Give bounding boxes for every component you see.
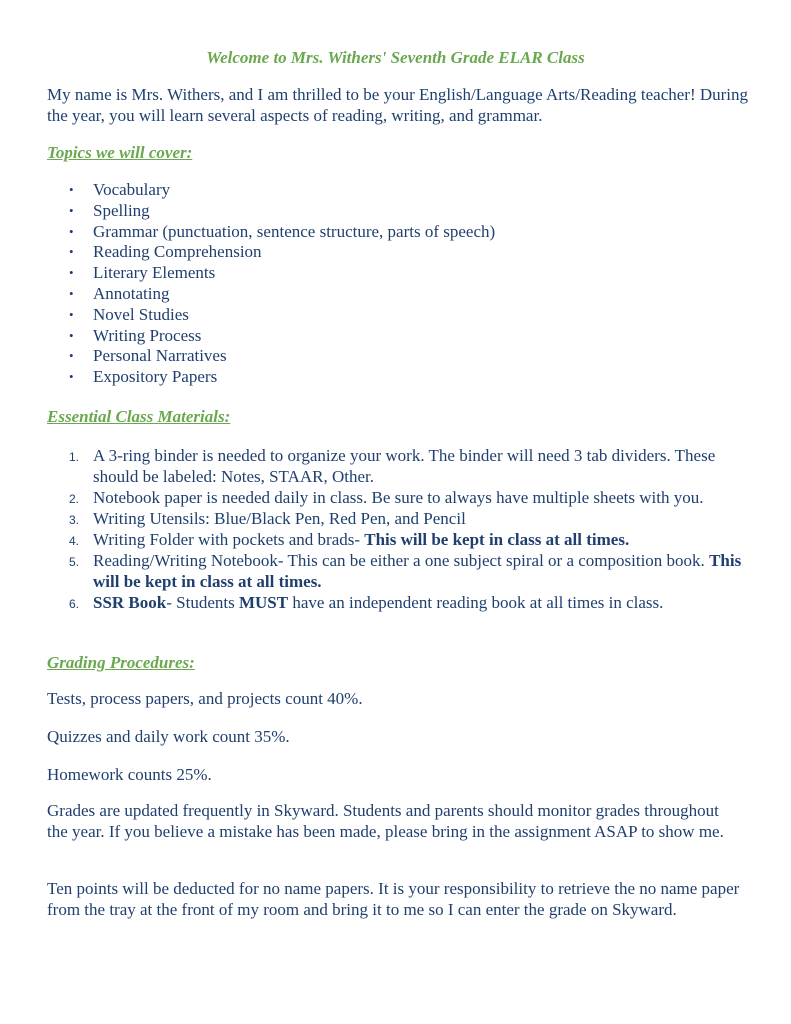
list-item: • Personal Narratives [69,346,227,366]
materials-list [47,445,747,613]
bullet-icon: • [69,182,74,197]
list-item: • Annotating [69,283,170,303]
topics-list [47,180,495,388]
list-item: • Literary Elements [69,263,216,283]
list-item: 5. Reading/Writing Notebook- This can be either a one subject spiral or a composition book. This will be kept in class at all times. [69,551,742,591]
bullet-icon: • [69,348,74,364]
list-item: • Vocabulary [69,180,171,199]
list-item: 6. SSR Book- Students MUST have an independent reading book at all times in class. [69,593,664,612]
list-item: 2. Notebook paper is needed daily in class. Be sure to always have multiple sheets with you. [69,488,704,507]
list-item: • Writing Process [69,325,202,345]
list-item: • Reading Comprehension [69,242,262,262]
list-item: 4. Writing Folder with pockets and brads- This will be kept in class at all times. [69,530,630,549]
materials-heading: Essential Class Materials: [47,407,231,426]
bullet-icon: • [69,369,74,385]
bullet-icon: • [69,327,74,343]
bullet-icon: • [69,306,74,322]
grading-paragraph-quizzes: Quizzes and daily work count 35%. [47,727,290,746]
bullet-icon: • [69,223,74,239]
list-item: • Expository Papers [69,367,218,387]
list-item: • Spelling [69,200,150,220]
intro-paragraph: My name is Mrs. Withers, and I am thrilled to be your English/Language Arts/Reading teacher! During the year, you will learn several aspects of reading, writing, and grammar. [47,85,749,125]
list-item: 1. A 3-ring binder is needed to organize your work. The binder will need 3 tab dividers. These should be labeled: Notes, STAAR, Other. [69,446,716,486]
list-item: 3. Writing Utensils: Blue/Black Pen, Red Pen, and Pencil [69,509,466,528]
grading-paragraph-skyward: Grades are updated frequently in Skyward. Students and parents should monitor grades throughout the year. If you believe a mistake has been made, please bring in the assignment ASAP to show me. [47,801,724,841]
grading-paragraph-no-name: Ten points will be deducted for no name papers. It is your responsibility to retrieve the no name paper from the tray at the front of my room and bring it to me so I can enter the grade on Skyward. [47,879,740,919]
bullet-icon: • [69,265,74,281]
grading-paragraph-tests: Tests, process papers, and projects count 40%. [47,689,363,708]
page-title: Welcome to Mrs. Withers' Seventh Grade ELAR Class [206,48,585,67]
topics-heading: Topics we will cover: [47,143,193,162]
bullet-icon: • [69,285,74,301]
bullet-icon: • [69,202,74,218]
grading-heading: Grading Procedures: [47,653,195,672]
bullet-icon: • [69,244,74,260]
grading-paragraph-homework: Homework counts 25%. [47,765,212,784]
list-item: • Novel Studies [69,304,189,324]
list-item: • Grammar (punctuation, sentence structure, parts of speech) [69,221,496,241]
